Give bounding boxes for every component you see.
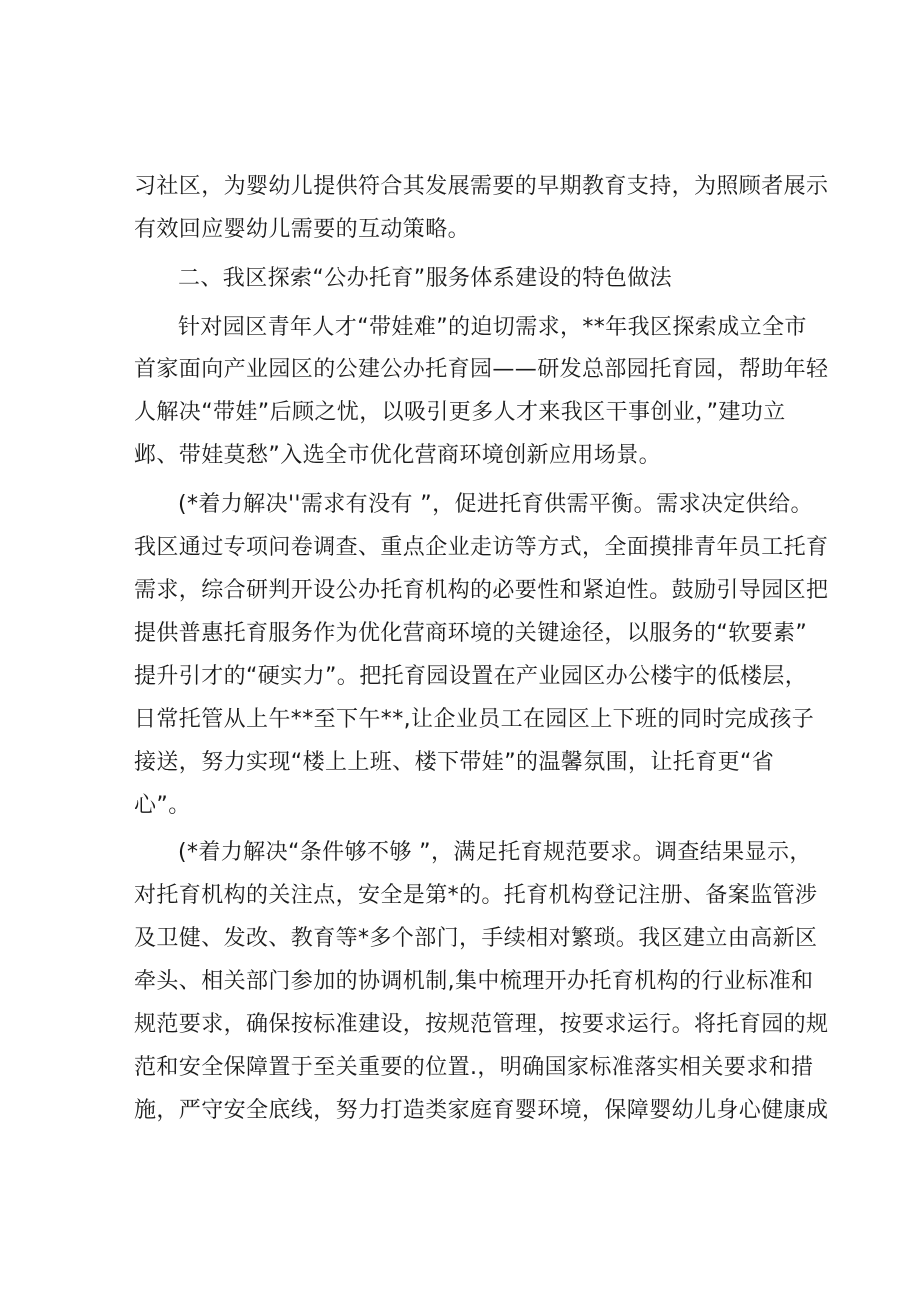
text-line-13: 日常托管从上午**至下午**,让企业员工在园区上下班的同时完成孩子 <box>134 707 815 732</box>
text-line-4: 针对园区青年人才“带娃难”的迫切需求，**年我区探索成立全市 <box>178 315 807 340</box>
text-line-9: 我区通过专项问卷调查、重点企业走访等方式，全面摸排青年员工托育 <box>134 535 829 560</box>
text-line-22: 施，严守安全底线，努力打造类家庭育婴环境，保障婴幼儿身心健康成 <box>134 1098 829 1123</box>
text-line-18: 及卫健、发改、教育等*多个部门，手续相对繁琐。我区建立由高新区 <box>134 926 818 951</box>
section-heading: 二、我区探索“公办托育”服务体系建设的特色做法 <box>178 266 672 291</box>
text-line-12: 提升引才的“硬实力”。把托育园设置在产业园区办公楼宇的低楼层， <box>134 664 808 689</box>
text-line-10: 需求，综合研判开设公办托育机构的必要性和紧迫性。鼓励引导园区把 <box>134 578 829 603</box>
text-line-8: (*着力解决''需求有没有 ”，促进托育供需平衡。需求决定供给。 <box>178 492 813 517</box>
text-line-17: 对托育机构的关注点，安全是第*的。托育机构登记注册、备案监管涉 <box>134 883 818 908</box>
text-line-15: 心”。 <box>134 793 191 818</box>
text-line-5: 首家面向产业园区的公建公办托育园——研发总部园托育园，帮助年轻 <box>134 357 829 382</box>
text-line-7: 邺、带娃莫愁”入选全市优化营商环境创新应用场景。 <box>134 443 661 468</box>
text-line-20: 规范要求，确保按标准建设，按规范管理，按要求运行。将托育园的规 <box>134 1012 829 1037</box>
text-line-19: 牵头、相关部门参加的协调机制,集中梳理开办托育机构的行业标准和 <box>134 969 814 994</box>
text-line-1: 习社区，为婴幼儿提供符合其发展需要的早期教育支持，为照顾者展示 <box>134 174 829 199</box>
text-line-11: 提供普惠托育服务作为优化营商环境的关键途径，以服务的“软要素” <box>134 621 808 646</box>
text-line-2: 有效回应婴幼儿需要的互动策略。 <box>134 217 471 242</box>
text-line-14: 接送，努力实现“楼上上班、楼下带娃”的温馨氛围，让托育更“省 <box>134 750 775 775</box>
text-line-6: 人解决“带娃”后顾之忧，以吸引更多人才来我区干事创业，”建功立 <box>134 400 786 425</box>
text-line-16: (*着力解决“条件够不够 ”，满足托育规范要求。调查结果显示， <box>178 840 812 865</box>
text-line-21: 范和安全保障置于至关重要的位置.，明确国家标准落实相关要求和措 <box>134 1055 814 1080</box>
